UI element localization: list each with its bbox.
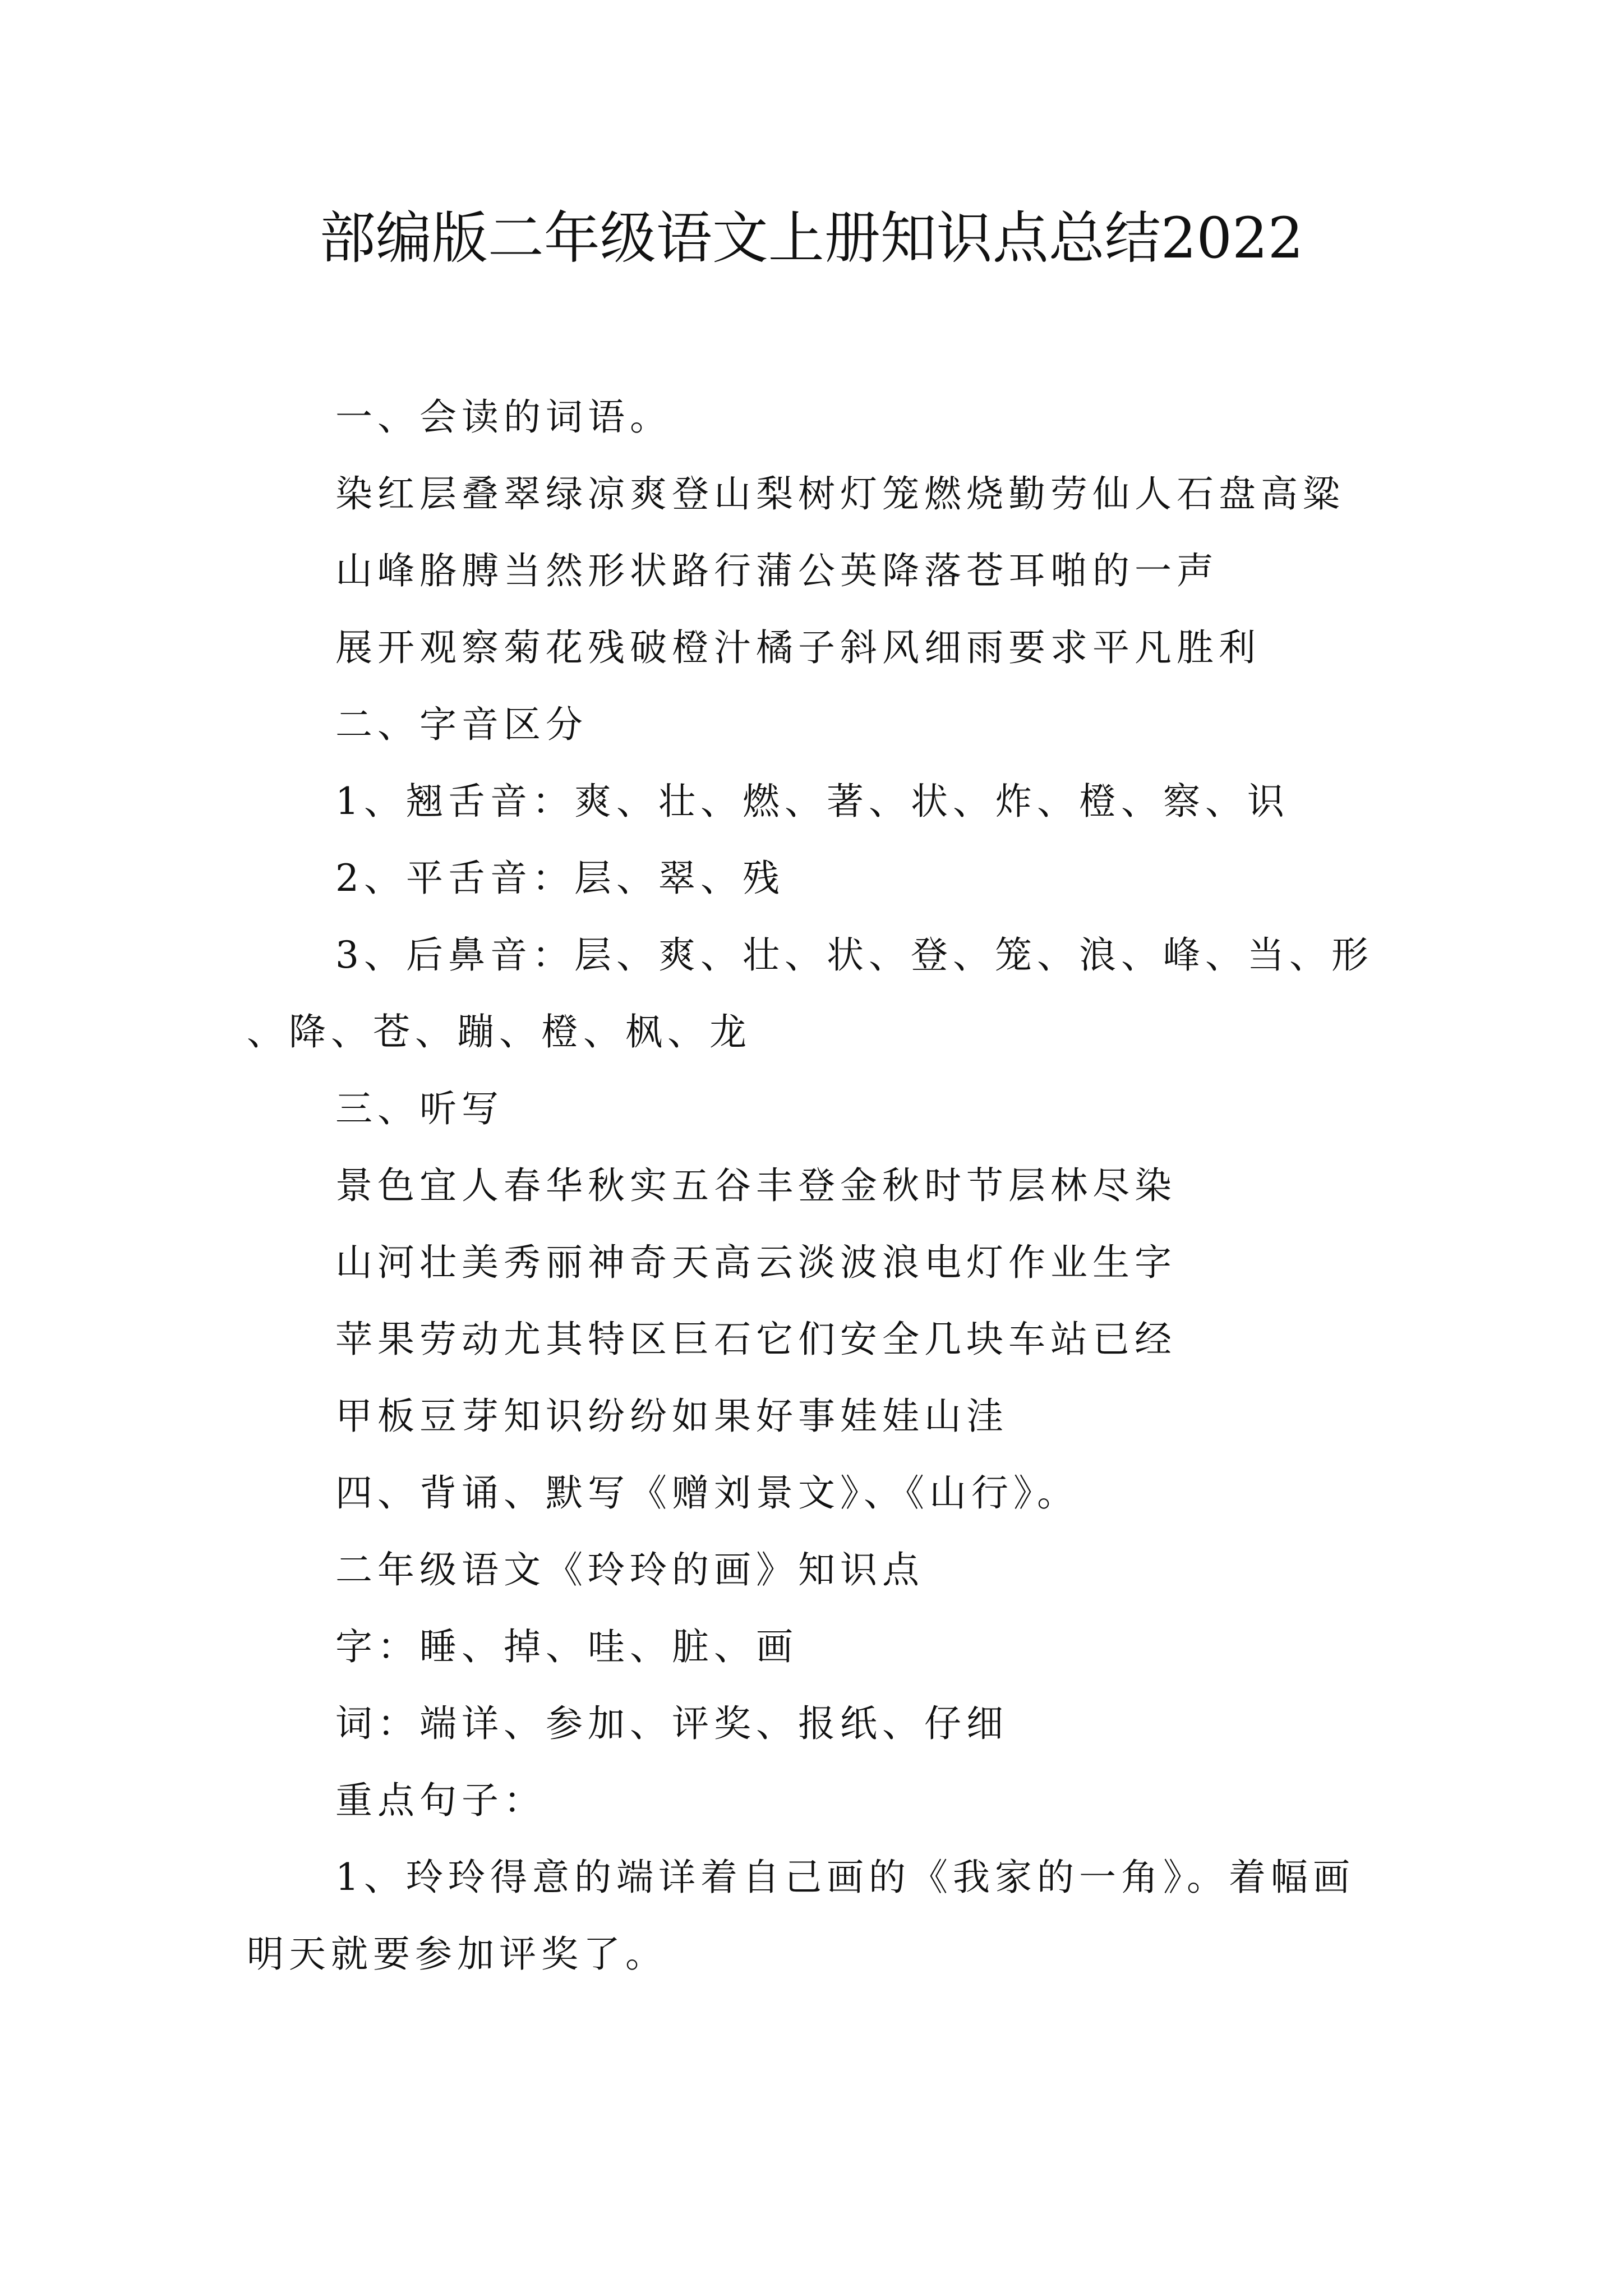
document-title: 部编版二年级语文上册知识点总结2022 [319, 205, 1304, 271]
paragraph: 三、听写 [335, 1087, 504, 1130]
paragraph: 一、会读的词语。 [335, 395, 672, 439]
paragraph: 染红层叠翠绿凉爽登山梨树灯笼燃烧勤劳仙人石盘高粱 [335, 472, 1345, 516]
paragraph: 苹果劳动尤其特区巨石它们安全几块车站已经 [335, 1318, 1177, 1361]
paragraph: 甲板豆芽知识纷纷如果好事娃娃山洼 [335, 1395, 1008, 1438]
paragraph: 景色宜人春华秋实五谷丰登金秋时节层林尽染 [335, 1164, 1177, 1207]
paragraph: 词：端详、参加、评奖、报纸、仔细 [335, 1702, 1008, 1745]
paragraph: 山峰胳膊当然形状路行蒲公英降落苍耳啪的一声 [335, 549, 1219, 592]
paragraph: 二、字音区分 [335, 703, 588, 746]
paragraph: 山河壮美秀丽神奇天高云淡波浪电灯作业生字 [335, 1241, 1177, 1284]
paragraph: 2、平舌音：层、翠、残 [335, 857, 785, 900]
paragraph: 1、翘舌音：爽、壮、燃、著、状、炸、橙、察、识 [335, 780, 1289, 823]
paragraph: 3、后鼻音：层、爽、壮、状、登、笼、浪、峰、当、形、降、苍、蹦、橙、枫、龙 [247, 933, 1373, 1053]
paragraph: 1、玲玲得意的端详着自己画的《我家的一角》。着幅画明天就要参加评奖了。 [247, 1856, 1355, 1976]
paragraph: 重点句子： [335, 1779, 546, 1822]
paragraph: 二年级语文《玲玲的画》知识点 [335, 1548, 924, 1591]
paragraph: 四、背诵、默写《赠刘景文》、《山行》。 [335, 1471, 1079, 1515]
paragraph: 展开观察菊花残破橙汁橘子斜风细雨要求平凡胜利 [335, 626, 1261, 669]
paragraph: 字：睡、掉、哇、脏、画 [335, 1625, 798, 1668]
document-body [247, 379, 1376, 1993]
